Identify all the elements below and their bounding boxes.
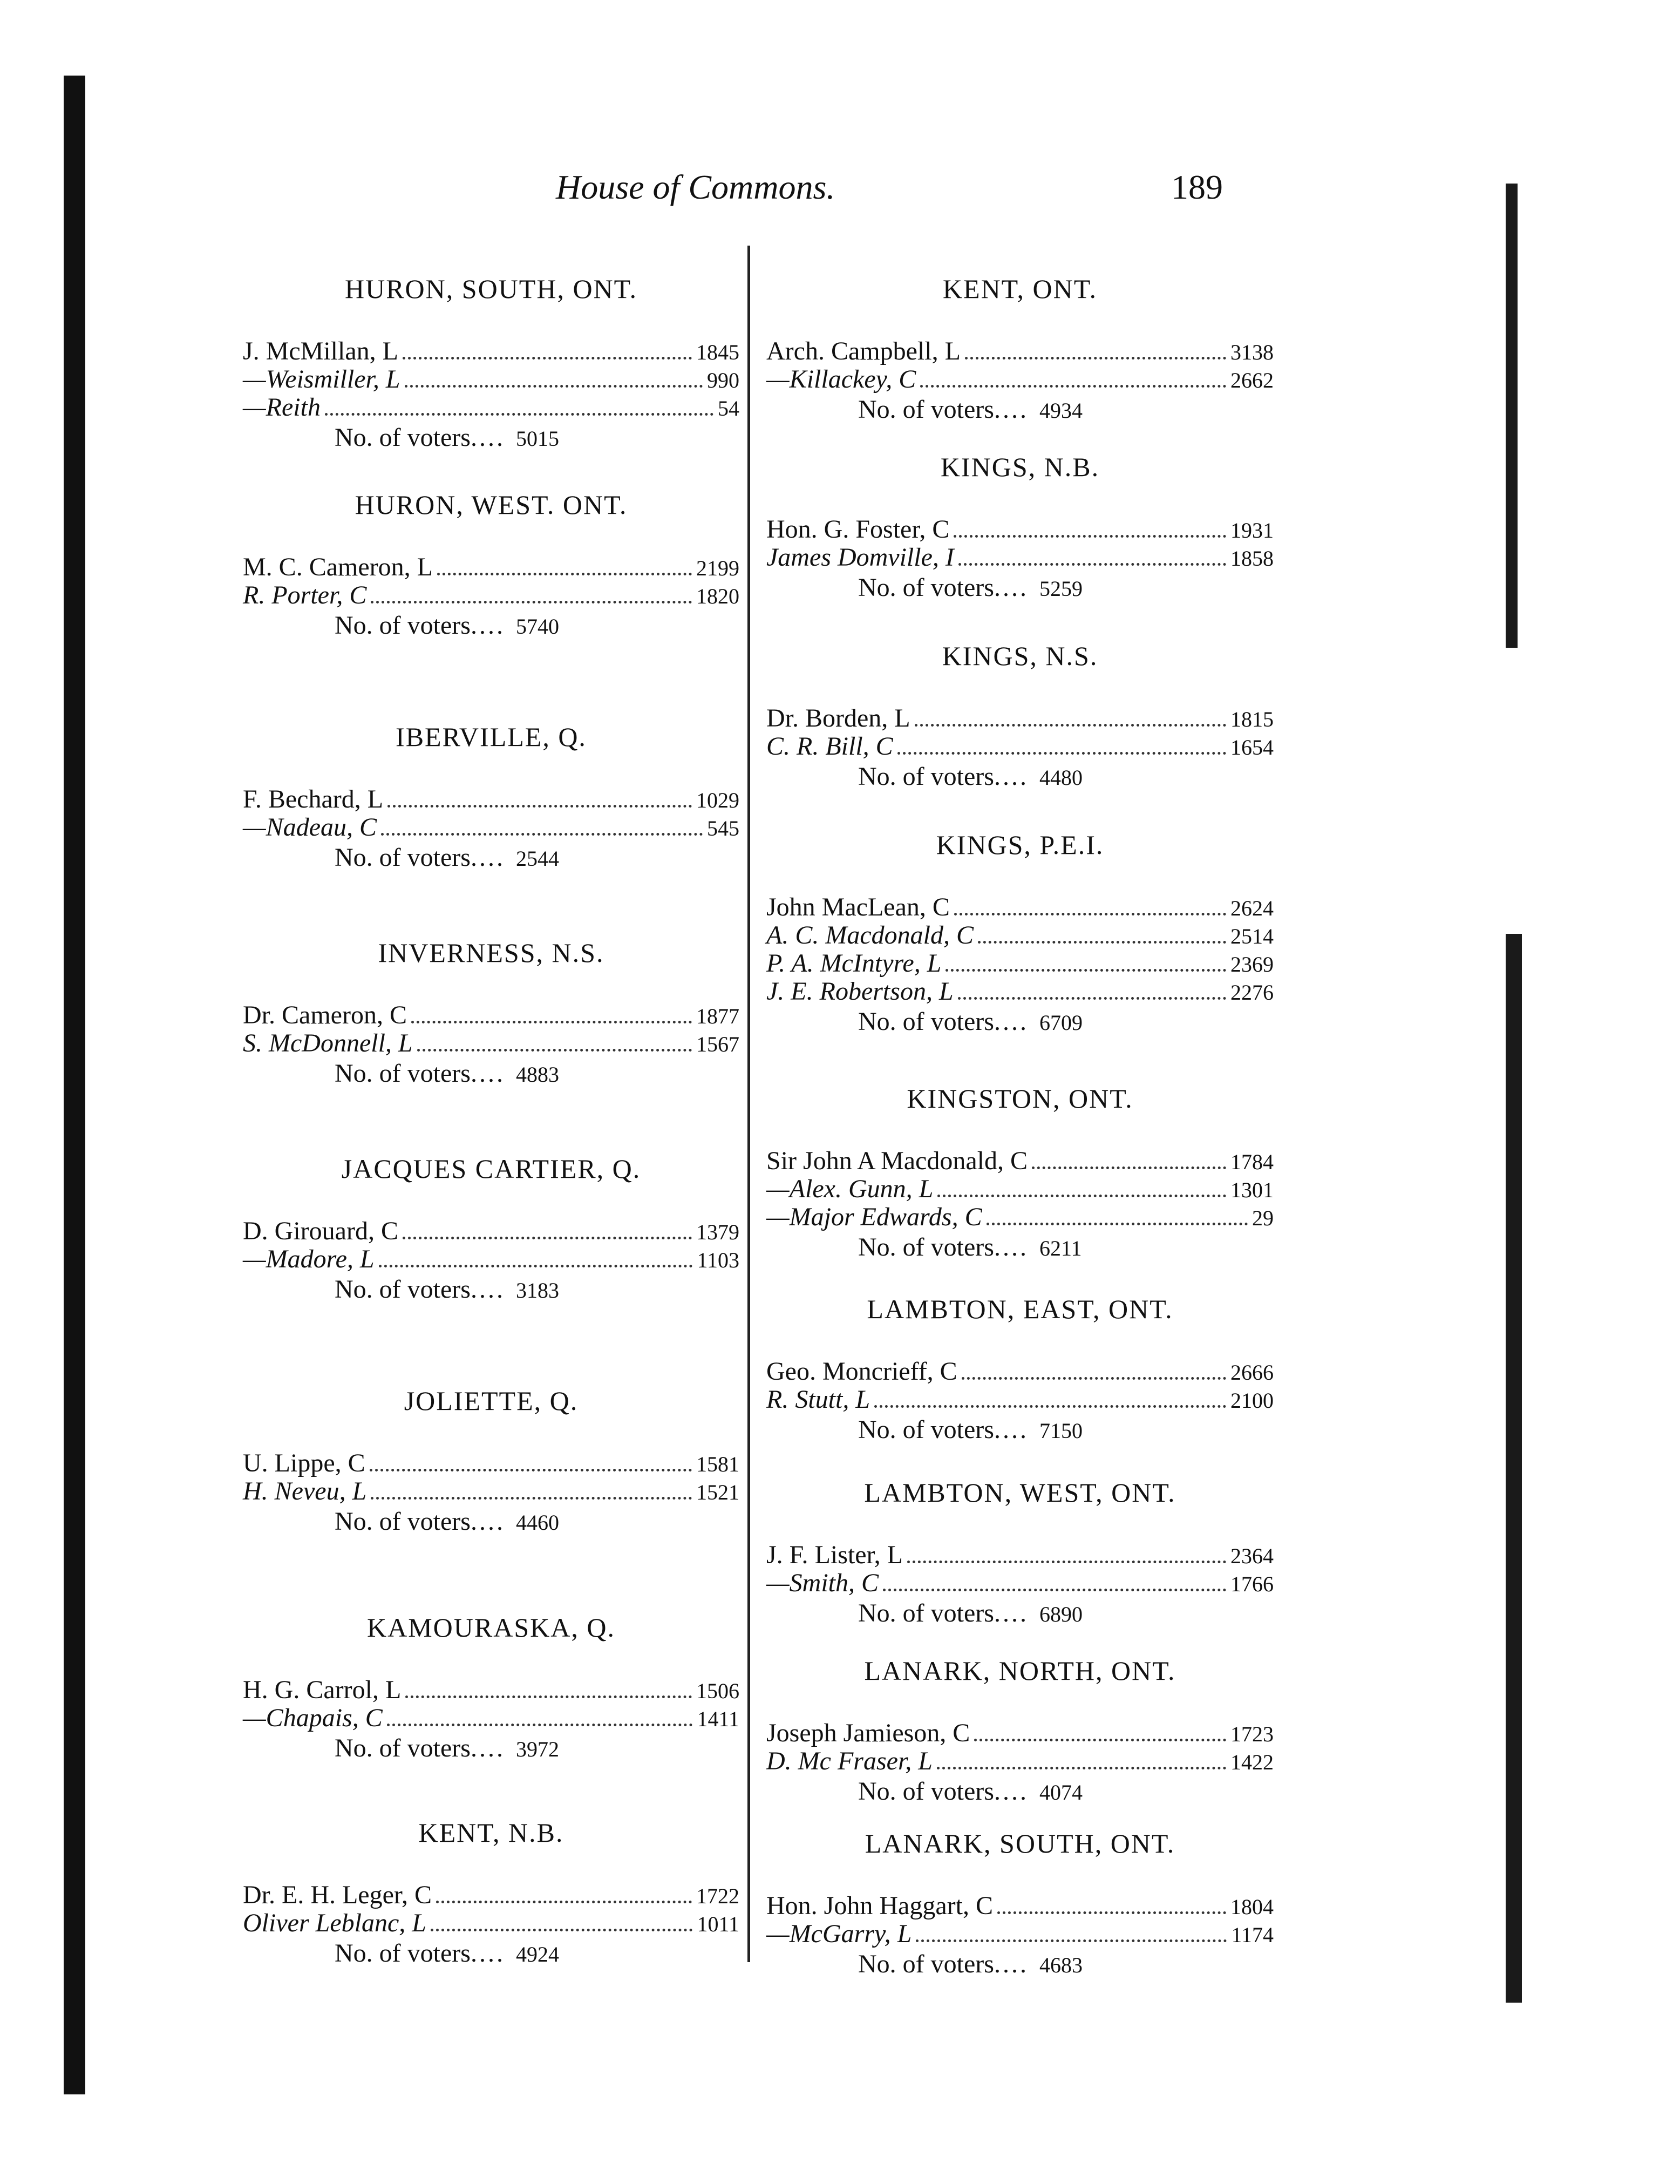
- candidate-row: [766, 1541, 1274, 1569]
- candidate-name: H. G. Carrol, L: [243, 1676, 402, 1704]
- candidate-name: D. Mc Fraser, L: [766, 1747, 933, 1775]
- candidate-row: [766, 1147, 1274, 1175]
- dot-leader: [946, 969, 1226, 972]
- voters-count: 4480: [1039, 765, 1083, 790]
- dot-leader: [436, 1901, 692, 1903]
- candidate-name: D. Girouard, C: [243, 1217, 398, 1245]
- voters-count: 4460: [515, 1510, 559, 1535]
- dot-leader: [915, 724, 1226, 727]
- voters-total-row: [766, 1775, 1274, 1808]
- candidate-name: —Smith, C: [766, 1569, 879, 1597]
- candidate-row: [766, 704, 1274, 732]
- dot-leader: [403, 357, 692, 360]
- vote-count: 1521: [696, 1480, 739, 1504]
- candidate-row: [243, 1676, 739, 1704]
- vote-count: 54: [718, 396, 739, 420]
- candidate-row: [243, 1217, 739, 1245]
- vote-count: 990: [707, 368, 739, 392]
- riding-kent-n-b: [243, 1814, 739, 1970]
- voters-dots: ....: [994, 1599, 1029, 1627]
- voters-count: 4683: [1039, 1953, 1083, 1977]
- candidate-row: [243, 365, 739, 394]
- candidate-name: C. R. Bill, C: [766, 732, 893, 761]
- voters-total-row: [766, 572, 1274, 604]
- candidate-row: [766, 1175, 1274, 1203]
- riding-huron-west-ont: [243, 486, 739, 642]
- vote-count: 3138: [1230, 340, 1274, 364]
- candidate-row: [766, 516, 1274, 544]
- voters-label: No. of voters: [858, 573, 994, 602]
- page-edge-right: [1506, 934, 1522, 2003]
- vote-count: 1174: [1231, 1923, 1274, 1947]
- candidate-name: J. E. Robertson, L: [766, 977, 954, 1006]
- voters-label: No. of voters: [858, 1777, 994, 1806]
- vote-count: 1784: [1230, 1150, 1274, 1174]
- vote-count: 2662: [1230, 368, 1274, 392]
- riding-name: KAMOURASKA, Q.: [367, 1612, 615, 1643]
- candidate-row: [766, 1920, 1274, 1948]
- dot-leader: [437, 573, 692, 575]
- riding-name: LAMBTON, WEST, ONT.: [864, 1477, 1176, 1508]
- riding-joliette-q: [243, 1382, 739, 1538]
- candidate-name: M. C. Cameron, L: [243, 553, 433, 581]
- voters-label: No. of voters: [858, 1007, 994, 1036]
- riding-kings-n-s: [766, 637, 1274, 793]
- voters-count: 5015: [515, 426, 559, 451]
- dot-leader: [958, 997, 1226, 1000]
- voters-count: 6709: [1039, 1010, 1083, 1035]
- candidate-name: Dr. Borden, L: [766, 704, 910, 732]
- vote-count: 1654: [1230, 735, 1274, 759]
- voters-dots: ....: [994, 1777, 1029, 1806]
- candidate-row: [766, 544, 1274, 572]
- candidate-row: [766, 1747, 1274, 1775]
- riding-name: LANARK, SOUTH, ONT.: [865, 1828, 1175, 1859]
- riding-lambton-east-ont: [766, 1290, 1274, 1446]
- riding-name: JACQUES CARTIER, Q.: [341, 1154, 641, 1184]
- dot-leader: [916, 1939, 1227, 1942]
- voters-total-row: [766, 1006, 1274, 1038]
- candidate-name: —Chapais, C: [243, 1704, 383, 1732]
- candidate-row: [766, 732, 1274, 761]
- vote-count: 1301: [1230, 1178, 1274, 1202]
- voters-dots: ....: [994, 573, 1029, 602]
- candidate-name: F. Bechard, L: [243, 785, 384, 813]
- candidate-name: S. McDonnell, L: [243, 1029, 413, 1057]
- candidate-row: [766, 978, 1274, 1006]
- riding-name: HURON, WEST. ONT.: [355, 490, 628, 520]
- riding-inverness-n-s: [243, 934, 739, 1090]
- riding-name: KINGSTON, ONT.: [907, 1083, 1133, 1114]
- candidate-name: R. Stutt, L: [766, 1385, 870, 1414]
- candidate-name: —Madore, L: [243, 1245, 375, 1273]
- candidate-row: [243, 1001, 739, 1029]
- riding-name: KENT, N.B.: [418, 1817, 564, 1848]
- voters-label: No. of voters: [858, 762, 994, 791]
- voters-count: 6890: [1039, 1602, 1083, 1626]
- riding-lanark-north-ont: [766, 1652, 1274, 1808]
- page-edge-shadow: [64, 76, 85, 2094]
- candidate-name: James Domville, I: [766, 543, 954, 572]
- candidate-row: [766, 1203, 1274, 1231]
- riding-name: LAMBTON, EAST, ONT.: [867, 1294, 1173, 1324]
- voters-total-row: [766, 1948, 1274, 1980]
- voters-total-row: [243, 609, 739, 642]
- voters-count: 4934: [1039, 398, 1083, 423]
- candidate-name: U. Lippe, C: [243, 1449, 365, 1477]
- vote-count: 2514: [1230, 924, 1274, 948]
- voters-dots: ....: [470, 1059, 505, 1088]
- riding-name: LANARK, NORTH, ONT.: [864, 1656, 1176, 1686]
- voters-count: 2544: [515, 846, 559, 871]
- candidate-row: [766, 949, 1274, 978]
- candidate-row: [243, 394, 739, 422]
- voters-dots: ....: [470, 1734, 505, 1762]
- dot-leader: [997, 1911, 1226, 1914]
- candidate-row: [243, 553, 739, 581]
- voters-count: 3972: [515, 1737, 559, 1761]
- dot-leader: [325, 413, 713, 416]
- candidate-name: H. Neveu, L: [243, 1477, 367, 1505]
- voters-label: No. of voters: [858, 1415, 994, 1444]
- column-divider: [747, 246, 750, 1962]
- riding-name: JOLIETTE, Q.: [404, 1386, 579, 1416]
- riding-kent-ont: [766, 270, 1274, 426]
- vote-count: 1011: [697, 1912, 739, 1936]
- riding-huron-south-ont: [243, 270, 739, 454]
- candidate-row: [766, 893, 1274, 921]
- candidate-name: J. F. Lister, L: [766, 1541, 903, 1569]
- dot-leader: [411, 1021, 692, 1023]
- riding-name: KINGS, N.S.: [942, 641, 1098, 671]
- voters-total-row: [766, 394, 1274, 426]
- candidate-row: [243, 581, 739, 609]
- voters-count: 4924: [515, 1942, 559, 1966]
- dot-leader: [371, 1497, 692, 1500]
- candidate-name: P. A. McIntyre, L: [766, 949, 942, 978]
- dot-leader: [371, 601, 692, 603]
- voters-total-row: [243, 1273, 739, 1306]
- voters-dots: ....: [994, 762, 1029, 791]
- dot-leader: [379, 1265, 693, 1267]
- dot-leader: [405, 385, 703, 388]
- dot-leader: [937, 1195, 1226, 1197]
- candidate-name: —Killackey, C: [766, 365, 916, 394]
- riding-iberville-q: [243, 718, 739, 874]
- candidate-name: Oliver Leblanc, L: [243, 1909, 426, 1937]
- voters-dots: ....: [994, 1415, 1029, 1444]
- vote-count: 29: [1252, 1206, 1274, 1230]
- candidate-name: —Weismiller, L: [243, 365, 400, 394]
- voters-total-row: [766, 1597, 1274, 1630]
- voters-total-row: [243, 842, 739, 874]
- dot-leader: [431, 1929, 693, 1931]
- candidate-name: Sir John A Macdonald, C: [766, 1147, 1028, 1175]
- running-head: House of Commons.: [556, 168, 835, 206]
- vote-count: 1422: [1230, 1750, 1274, 1774]
- voters-count: 7150: [1039, 1419, 1083, 1443]
- dot-leader: [874, 1405, 1226, 1408]
- vote-count: 2364: [1230, 1544, 1274, 1568]
- voters-count: 4883: [515, 1062, 559, 1087]
- candidate-name: Joseph Jamieson, C: [766, 1719, 970, 1747]
- riding-kingston-ont: [766, 1080, 1274, 1264]
- dot-leader: [387, 805, 692, 808]
- vote-count: 1411: [697, 1707, 739, 1731]
- voters-dots: ....: [994, 395, 1029, 424]
- riding-name: HURON, SOUTH, ONT.: [344, 274, 637, 304]
- page-header: [0, 167, 1680, 216]
- voters-count: 5740: [515, 614, 559, 639]
- candidate-name: John MacLean, C: [766, 893, 950, 921]
- riding-name: KINGS, N.B.: [940, 452, 1100, 482]
- vote-count: 2276: [1230, 980, 1274, 1005]
- vote-count: 1029: [696, 788, 739, 812]
- candidate-name: —Reith: [243, 393, 321, 422]
- vote-count: 2666: [1230, 1360, 1274, 1385]
- dot-leader: [403, 1237, 692, 1239]
- vote-count: 1845: [696, 340, 739, 364]
- candidate-row: [243, 1449, 739, 1477]
- vote-count: 2369: [1230, 952, 1274, 976]
- voters-dots: ....: [470, 423, 505, 452]
- vote-count: 1103: [697, 1248, 739, 1272]
- voters-label: No. of voters: [858, 1599, 994, 1627]
- voters-dots: ....: [994, 1950, 1029, 1978]
- dot-leader: [405, 1695, 692, 1698]
- voters-label: No. of voters: [335, 611, 471, 640]
- page-number: 189: [1171, 168, 1223, 206]
- voters-dots: ....: [470, 611, 505, 640]
- candidate-row: [766, 1892, 1274, 1920]
- vote-count: 1804: [1230, 1895, 1274, 1919]
- riding-kings-n-b: [766, 448, 1274, 604]
- vote-count: 1815: [1230, 707, 1274, 731]
- dot-leader: [370, 1469, 692, 1471]
- candidate-name: —Major Edwards, C: [766, 1203, 982, 1231]
- dot-leader: [937, 1767, 1226, 1769]
- voters-label: No. of voters: [335, 423, 471, 452]
- voters-count: 6211: [1039, 1236, 1082, 1260]
- voters-label: No. of voters: [335, 1939, 471, 1968]
- dot-leader: [958, 563, 1226, 566]
- vote-count: 1506: [696, 1679, 739, 1703]
- vote-count: 1567: [696, 1032, 739, 1056]
- candidate-row: [243, 337, 739, 365]
- voters-total-row: [243, 1505, 739, 1538]
- dot-leader: [954, 913, 1226, 915]
- dot-leader: [978, 941, 1226, 944]
- voters-label: No. of voters: [335, 1275, 471, 1304]
- vote-count: 2100: [1230, 1388, 1274, 1413]
- candidate-row: [766, 365, 1274, 394]
- riding-jacques-cartier-q: [243, 1150, 739, 1306]
- riding-lanark-south-ont: [766, 1824, 1274, 1980]
- vote-count: 1581: [696, 1452, 739, 1476]
- voters-label: No. of voters: [858, 1233, 994, 1261]
- voters-dots: ....: [470, 1507, 505, 1536]
- voters-total-row: [243, 1057, 739, 1090]
- candidate-name: J. McMillan, L: [243, 337, 398, 365]
- voters-total-row: [243, 422, 739, 454]
- candidate-row: [243, 1477, 739, 1505]
- candidate-row: [766, 1719, 1274, 1747]
- voters-count: 5259: [1039, 576, 1083, 601]
- voters-label: No. of voters: [858, 395, 994, 424]
- riding-name: KENT, ONT.: [942, 274, 1098, 304]
- dot-leader: [387, 1724, 693, 1726]
- candidate-row: [243, 785, 739, 813]
- candidate-name: —McGarry, L: [766, 1920, 912, 1948]
- voters-label: No. of voters: [335, 1734, 471, 1762]
- dot-leader: [987, 1223, 1248, 1225]
- voters-label: No. of voters: [335, 1059, 471, 1088]
- voters-dots: ....: [994, 1007, 1029, 1036]
- voters-total-row: [766, 1414, 1274, 1446]
- vote-count: 1820: [696, 584, 739, 608]
- candidate-row: [243, 813, 739, 842]
- candidate-row: [766, 337, 1274, 365]
- candidate-row: [766, 1386, 1274, 1414]
- vote-count: 1858: [1230, 546, 1274, 571]
- dot-leader: [974, 1739, 1226, 1741]
- candidate-name: R. Porter, C: [243, 581, 367, 609]
- dot-leader: [381, 833, 703, 836]
- vote-count: 2624: [1230, 896, 1274, 920]
- dot-leader: [883, 1589, 1226, 1591]
- candidate-name: —Nadeau, C: [243, 813, 377, 842]
- riding-kings-p-e-i: [766, 826, 1274, 1038]
- riding-lambton-west-ont: [766, 1474, 1274, 1630]
- voters-dots: ....: [470, 1939, 505, 1968]
- candidate-row: [766, 1569, 1274, 1597]
- dot-leader: [954, 535, 1226, 538]
- voters-count: 4074: [1039, 1780, 1083, 1805]
- riding-name: IBERVILLE, Q.: [396, 722, 587, 752]
- voters-count: 3183: [515, 1278, 559, 1303]
- vote-count: 545: [707, 816, 739, 840]
- voters-dots: ....: [994, 1233, 1029, 1261]
- candidate-row: [766, 921, 1274, 949]
- riding-kamouraska-q: [243, 1609, 739, 1765]
- voters-total-row: [243, 1937, 739, 1970]
- candidate-row: [766, 1358, 1274, 1386]
- voters-total-row: [766, 1231, 1274, 1264]
- voters-dots: ....: [470, 1275, 505, 1304]
- candidate-row: [243, 1029, 739, 1057]
- dot-leader: [907, 1561, 1226, 1563]
- voters-label: No. of voters: [335, 843, 471, 872]
- candidate-row: [243, 1245, 739, 1273]
- voters-total-row: [243, 1732, 739, 1765]
- vote-count: 1766: [1230, 1572, 1274, 1596]
- vote-count: 2199: [696, 556, 739, 580]
- candidate-name: —Alex. Gunn, L: [766, 1175, 934, 1203]
- dot-leader: [962, 1377, 1226, 1380]
- candidate-row: [243, 1704, 739, 1732]
- page-edge-right-upper: [1506, 184, 1518, 648]
- vote-count: 1931: [1230, 518, 1274, 542]
- voters-label: No. of voters: [335, 1507, 471, 1536]
- candidate-name: Dr. E. H. Leger, C: [243, 1881, 432, 1909]
- candidate-name: Hon. John Haggart, C: [766, 1891, 993, 1920]
- dot-leader: [1032, 1166, 1226, 1169]
- candidate-name: Arch. Campbell, L: [766, 337, 961, 365]
- candidate-row: [243, 1909, 739, 1937]
- vote-count: 1723: [1230, 1722, 1274, 1746]
- voters-total-row: [766, 761, 1274, 793]
- voters-dots: ....: [470, 843, 505, 872]
- vote-count: 1379: [696, 1220, 739, 1244]
- candidate-name: A. C. Macdonald, C: [766, 921, 974, 949]
- riding-name: INVERNESS, N.S.: [378, 938, 604, 968]
- vote-count: 1722: [696, 1884, 739, 1908]
- candidate-name: Geo. Moncrieff, C: [766, 1357, 957, 1386]
- dot-leader: [965, 357, 1226, 360]
- candidate-row: [243, 1881, 739, 1909]
- vote-count: 1877: [696, 1004, 739, 1028]
- voters-label: No. of voters: [858, 1950, 994, 1978]
- dot-leader: [920, 385, 1226, 388]
- dot-leader: [897, 752, 1226, 755]
- candidate-name: Hon. G. Foster, C: [766, 515, 950, 544]
- candidate-name: Dr. Cameron, C: [243, 1001, 407, 1029]
- riding-name: KINGS, P.E.I.: [936, 830, 1104, 860]
- dot-leader: [417, 1049, 692, 1052]
